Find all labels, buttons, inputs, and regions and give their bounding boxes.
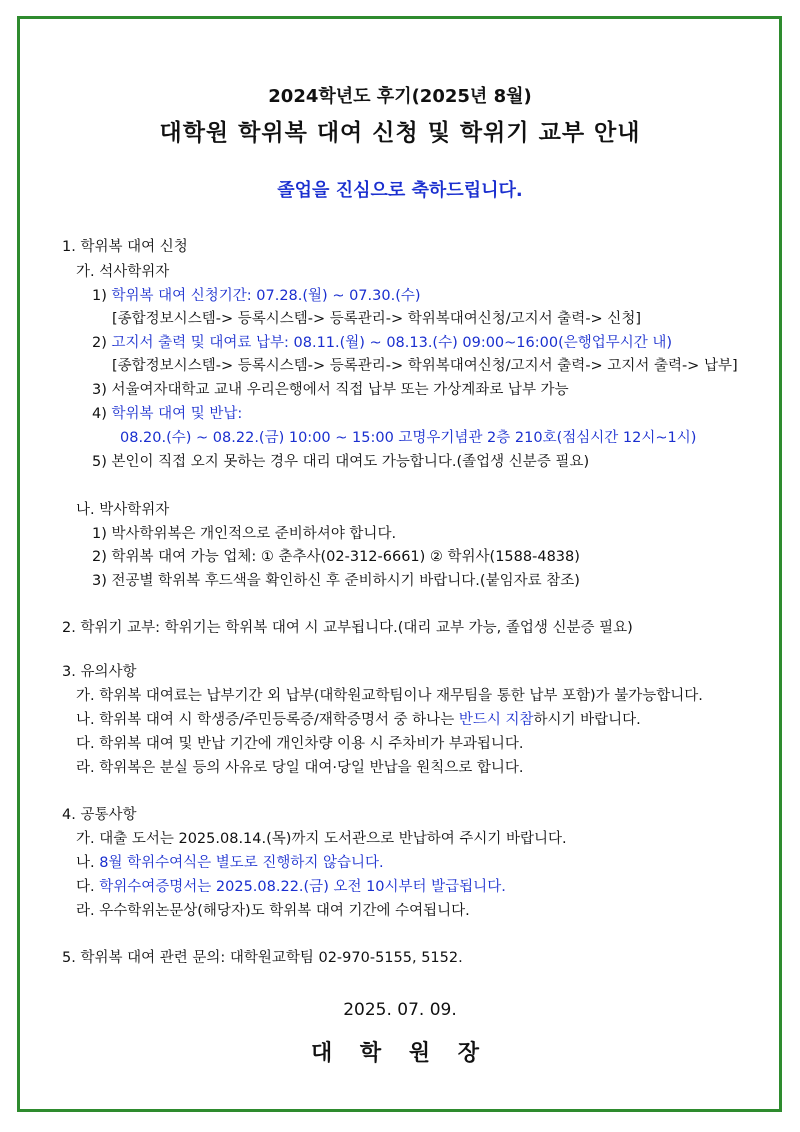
- ceremony-notice: 8월 학위수여식은 별도로 진행하지 않습니다.: [99, 855, 384, 871]
- caution-b-highlight: 반드시 지참: [458, 712, 534, 728]
- masters-item-4: [92, 404, 242, 424]
- doctoral-item-2: 2) 학위복 대여 가능 업체: ① 춘추사(02-312-6661) ② 학위사(1588-4838): [92, 549, 580, 565]
- doctoral-heading: 나. 박사학위자: [76, 502, 170, 518]
- item-number: 4): [92, 406, 112, 422]
- masters-item-1-path: [종합정보시스템-> 등록시스템-> 등록관리-> 학위복대여신청/고지서 출력-> 신청]: [112, 311, 641, 327]
- doctoral-item-3: 3) 전공별 학위복 후드색을 확인하신 후 준비하시기 바랍니다.(붙임자료 참조): [92, 573, 580, 589]
- masters-item-5: 5) 본인이 직접 오지 못하는 경우 대리 대여도 가능합니다.(졸업생 신분증 필요): [92, 454, 590, 470]
- common-item-c: [76, 877, 506, 897]
- caution-item-a: 가. 학위복 대여료는 납부기간 외 납부(대학원교학팀이나 재무팀을 통한 납부 포함)가 불가능합니다.: [76, 688, 703, 704]
- common-item-d: 라. 우수학위논문상(해당자)도 학위복 대여 기간에 수여됩니다.: [76, 903, 470, 919]
- caution-b-end: 하시기 바랍니다.: [533, 712, 641, 728]
- masters-heading: 가. 석사학위자: [76, 264, 170, 280]
- caution-b-text: 나. 학위복 대여 시 학생증/주민등록증/재학증명서 중 하나는: [76, 712, 459, 728]
- item-number: 2): [92, 335, 112, 351]
- common-item-a: 가. 대출 도서는 2025.08.14.(목)까지 도서관으로 반납하여 주시기 바랍니다.: [76, 831, 567, 847]
- signature: 대 학 원 장: [311, 1041, 489, 1066]
- masters-item-1: [92, 286, 421, 306]
- issue-date: 2025. 07. 09.: [343, 1000, 457, 1020]
- common-item-b: [76, 853, 384, 873]
- doctoral-item-1: 1) 박사학위복은 개인적으로 준비하셔야 합니다.: [92, 526, 397, 542]
- section-4-title: 4. 공통사항: [62, 807, 137, 823]
- section-5-contact: 5. 학위복 대여 관련 문의: 대학원교학팀 02-970-5155, 5152.: [62, 950, 463, 966]
- section-3-title: 3. 유의사항: [62, 664, 137, 680]
- caution-item-c: 다. 학위복 대여 및 반납 기간에 개인차량 이용 시 주차비가 부과됩니다.: [76, 736, 524, 752]
- common-c-prefix: 다.: [76, 879, 100, 895]
- item-number: 1): [92, 288, 112, 304]
- masters-item-3: 3) 서울여자대학교 교내 우리은행에서 직접 납부 또는 가상계좌로 납부 가능: [92, 382, 569, 398]
- caution-item-b: [76, 710, 641, 730]
- notice-subtitle: 2024학년도 후기(2025년 8월): [268, 86, 532, 107]
- section-2-diploma: 2. 학위기 교부: 학위기는 학위복 대여 시 교부됩니다.(대리 교부 가능, 졸업생 신분증 필요): [62, 620, 633, 636]
- congratulations-text: 졸업을 진심으로 축하드립니다.: [277, 180, 523, 201]
- caution-item-d: 라. 학위복은 분실 등의 사유로 당일 대여·당일 반납을 원칙으로 합니다.: [76, 760, 524, 776]
- rental-return-schedule: 08.20.(수) ~ 08.22.(금) 10:00 ~ 15:00 고명우기념관 2층 210호(점심시간 12시~1시): [120, 430, 697, 446]
- rental-application-period: 학위복 대여 신청기간: 07.28.(월) ~ 07.30.(수): [111, 288, 421, 304]
- notice-title: 대학원 학위복 대여 신청 및 학위기 교부 안내: [159, 120, 641, 146]
- masters-item-2-path: [종합정보시스템-> 등록시스템-> 등록관리-> 학위복대여신청/고지서 출력-> 고지서 출력-> 납부]: [112, 358, 738, 374]
- masters-item-2: [92, 333, 672, 353]
- fee-payment-period: 고지서 출력 및 대여료 납부: 08.11.(월) ~ 08.13.(수) 09:00~16:00(은행업무시간 내): [111, 335, 673, 351]
- common-b-prefix: 나.: [76, 855, 100, 871]
- rental-return-heading: 학위복 대여 및 반납:: [111, 406, 243, 422]
- certificate-issue-notice: 학위수여증명서는 2025.08.22.(금) 오전 10시부터 발급됩니다.: [99, 879, 506, 895]
- section-1-title: 1. 학위복 대여 신청: [62, 239, 188, 255]
